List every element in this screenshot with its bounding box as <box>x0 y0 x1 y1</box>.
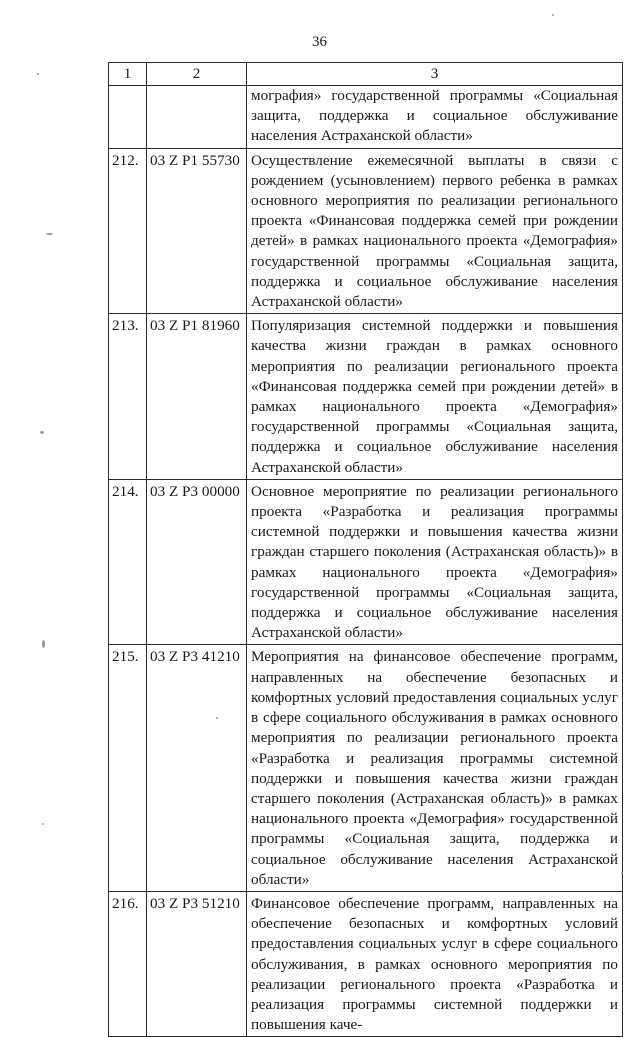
header-col-1: 1 <box>109 63 147 86</box>
scan-speck <box>552 14 554 16</box>
header-col-2: 2 <box>147 63 247 86</box>
row-code: 03 Z P1 55730 <box>147 148 247 314</box>
scan-speck <box>42 640 45 648</box>
row-description: Финансовое обеспечение программ, направленных на обеспечение безопасных и комфортных условий предоставления социальных услуг в сфере социального обслуживания, в рамках основного мероприятия по реализации регионального проекта «Разработка и реализация программы системной поддержки и повышения каче- <box>247 891 623 1036</box>
row-code: 03 Z P3 00000 <box>147 479 247 645</box>
page-number: 36 <box>312 34 327 50</box>
row-number: 215. <box>109 645 147 891</box>
table-row <box>109 479 623 645</box>
table-header-row <box>109 63 623 86</box>
table-row <box>109 86 623 149</box>
scan-speck <box>42 823 44 825</box>
row-number: 212. <box>109 148 147 314</box>
row-code: 03 Z P1 81960 <box>147 314 247 480</box>
scan-speck <box>40 431 44 434</box>
scan-speck <box>46 233 53 235</box>
row-description: Мероприятия на финансовое обеспечение программ, направленных на обеспечение безопасных и комфортных условий предоставления социальных услуг в сфере социального обслуживания в рамках основного мероприятия по реализации регионального проекта «Разработка и реализация программы системной поддержки и повышения качества жизни граждан старшего поколения (Астраханская область)» в рамках национального проекта «Демография» государственной программы «Социальная защита, поддержка и социальное обслуживание населения Астраханской области» <box>247 645 623 891</box>
table-row <box>109 891 623 1036</box>
table-row <box>109 314 623 480</box>
budget-classification-table <box>108 62 623 1037</box>
row-number: 213. <box>109 314 147 480</box>
row-code <box>147 86 247 149</box>
row-code: 03 Z P3 41210 <box>147 645 247 891</box>
row-number: 216. <box>109 891 147 1036</box>
row-number <box>109 86 147 149</box>
row-description: Осуществление ежемесячной выплаты в связи с рождением (усыновлением) первого ребенка в рамках основного мероприятия по реализации регионального проекта «Финансовая поддержка семей при рождении детей» в рамках национального проекта «Демография» государственной программы «Социальная защита, поддержка и социальное обслуживание населения Астраханской области» <box>247 148 623 314</box>
scan-speck <box>37 73 39 75</box>
row-number: 214. <box>109 479 147 645</box>
row-description: мография» государственной программы «Социальная защита, поддержка и социальное обслуживание населения Астраханской области» <box>247 86 623 149</box>
row-description: Основное мероприятие по реализации регионального проекта «Разработка и реализация программы системной поддержки и повышения качества жизни граждан старшего поколения (Астраханская область)» в рамках национального проекта «Демография» государственной программы «Социальная защита, поддержка и социальное обслуживание населения Астраханской области» <box>247 479 623 645</box>
header-col-3: 3 <box>247 63 623 86</box>
table-row <box>109 645 623 891</box>
row-code: 03 Z P3 51210 <box>147 891 247 1036</box>
row-description: Популяризация системной поддержки и повышения качества жизни граждан в рамках основного мероприятия по реализации регионального проекта «Финансовая поддержка семей при рождении детей» в рамках национального проекта «Демография» государственной программы «Социальная защита, поддержка и социальное обслуживание населения Астраханской области» <box>247 314 623 480</box>
table-row <box>109 148 623 314</box>
scan-speck <box>621 872 623 874</box>
scan-speck <box>216 717 218 719</box>
